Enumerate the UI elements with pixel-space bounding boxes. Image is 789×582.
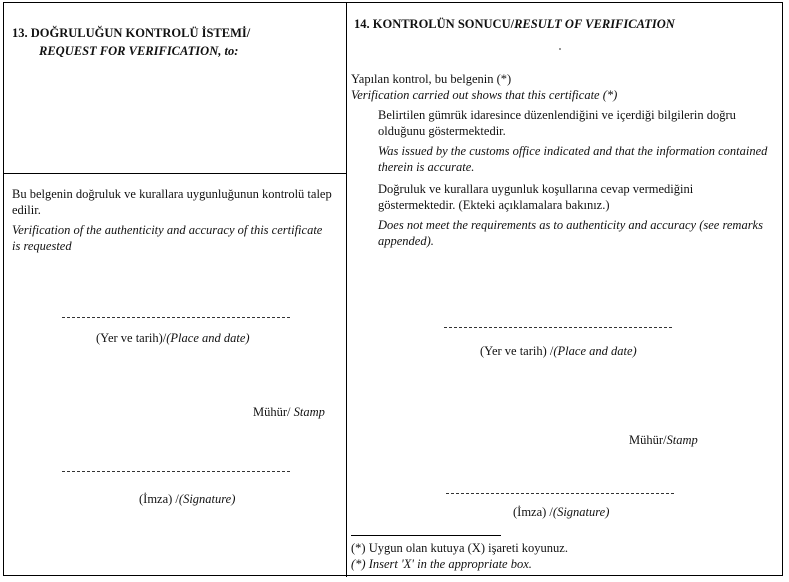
box14-heading [354, 16, 675, 32]
box14-option1-en-1: Was issued by the customs office indicated and that the information contained [378, 144, 768, 158]
column-divider [346, 3, 347, 577]
box13-place-date-tr: (Yer ve tarih)/ [96, 331, 167, 345]
box13-signature-line [62, 471, 290, 472]
box14-intro-en: Verification carried out shows that this certificate (*) [351, 88, 618, 102]
box14-stamp-tr: Mühür/ [629, 433, 667, 447]
box13-heading-en: REQUEST FOR VERIFICATION, to: [39, 44, 239, 58]
box14-place-date-tr: (Yer ve tarih) / [480, 344, 554, 358]
box14-heading-tr: 14. KONTROLÜN SONUCU/ [354, 17, 515, 31]
box14-heading-en: RESULT OF VERIFICATION [514, 17, 675, 31]
box13-place-date-label [96, 330, 250, 346]
box13-signature-label [139, 491, 235, 507]
box14-option2-en-1: Does not meet the requirements as to authenticity and accuracy (see remarks [378, 218, 763, 232]
box14-option2-en-2: appended). [378, 234, 434, 248]
box14-place-date-label [480, 343, 637, 359]
box14-intro-tr: Yapılan kontrol, bu belgenin (*) [351, 72, 512, 86]
box14-stamp-en: Stamp [666, 433, 698, 447]
scan-dot [559, 48, 561, 50]
box14-place-date-line [444, 327, 672, 328]
box13-place-date-en: (Place and date) [166, 331, 250, 345]
box14-option1-en-2: therein is accurate. [378, 160, 475, 174]
box14-stamp-label [629, 432, 698, 448]
box14-option2-tr-1: Doğruluk ve kurallara uygunluk koşullarına cevap vermediğini [378, 182, 694, 196]
box13-divider [4, 173, 346, 174]
box13-heading-tr: 13. DOĞRULUĞUN KONTROLÜ İSTEMİ/ [12, 26, 251, 40]
box14-option2-tr-2: göstermektedir. (Ekteki açıklamalara bakınız.) [378, 198, 610, 212]
box13-request-tr-1: Bu belgenin doğruluk ve kurallara uygunluğunun kontrolü talep [12, 187, 332, 201]
box13-signature-tr: (İmza) / [139, 492, 179, 506]
box14-option1-tr-2: olduğunu göstermektedir. [378, 124, 506, 138]
box14-signature-en: (Signature) [552, 505, 610, 519]
box14-signature-line [446, 493, 674, 494]
box13-request-en-2: is requested [12, 239, 72, 253]
box14-place-date-en: (Place and date) [553, 344, 637, 358]
box14-option1-tr-1: Belirtilen gümrük idaresince düzenlendiğini ve içerdiği bilgilerin doğru [378, 108, 736, 122]
footnote-en: (*) Insert 'X' in the appropriate box. [351, 557, 532, 571]
box13-place-date-line [62, 317, 290, 318]
box13-stamp-en: Stamp [293, 405, 325, 419]
box13-stamp-tr: Mühür/ [253, 405, 294, 419]
box14-signature-tr: (İmza) / [513, 505, 553, 519]
box13-request-tr-2: edilir. [12, 203, 41, 217]
footnote-rule [351, 535, 501, 536]
verification-form [3, 2, 783, 576]
box13-signature-en: (Signature) [178, 492, 236, 506]
box13-request-en-1: Verification of the authenticity and accuracy of this certificate [12, 223, 323, 237]
box14-signature-label [513, 504, 609, 520]
box13-stamp-label [253, 404, 325, 420]
footnote-tr: (*) Uygun olan kutuya (X) işareti koyunuz. [351, 541, 568, 555]
